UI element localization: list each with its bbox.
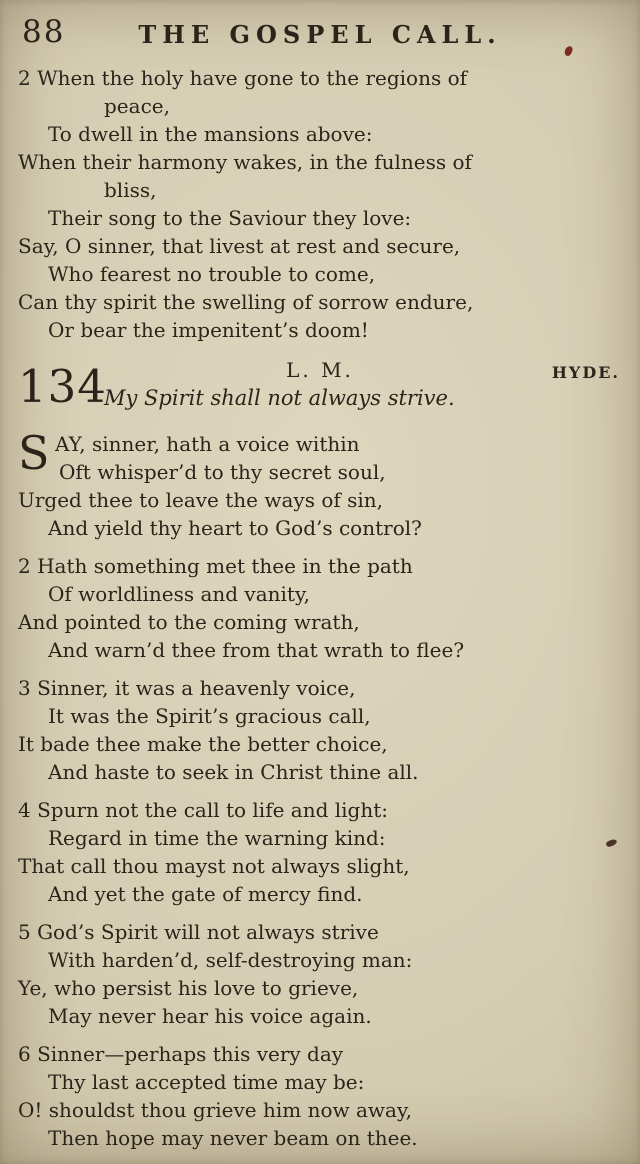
stanza [18,674,622,786]
running-title: THE GOSPEL CALL. [138,20,502,49]
verse-line: Ye, who persist his love to grieve, [18,976,359,1000]
drop-cap: S [18,426,50,480]
stanza [18,918,622,1030]
verse-line: peace, [104,94,170,118]
hymn-heading [18,356,622,426]
verse-line: That call thou mayst not always slight, [18,854,410,878]
verse-line: 2 When the holy have gone to the regions of [18,66,468,90]
verse-line: With harden’d, self-destroying man: [48,948,413,972]
verse-line: 4 Spurn not the call to life and light: [18,798,389,822]
stanza [18,426,622,542]
verse-line: And haste to seek in Christ thine all. [48,760,419,784]
verse-line: Or bear the impenitent’s doom! [48,318,369,342]
verse-line: Of worldliness and vanity, [48,582,310,606]
verse-line: Say, O sinner, that livest at rest and secure, [18,234,461,258]
page-header [18,12,622,58]
verse-line: 3 Sinner, it was a heavenly voice, [18,676,356,700]
stanza [18,1040,622,1152]
verse-line: Urged thee to leave the ways of sin, [18,488,384,512]
verse-line: May never hear his voice again. [48,1004,372,1028]
verse-line: To dwell in the mansions above: [48,122,373,146]
verse-line: And warn’d thee from that wrath to flee? [48,638,465,662]
stanza [18,796,622,908]
verse-line: And yield thy heart to God’s control? [48,516,422,540]
verse-line: O! shouldst thou grieve him now away, [18,1098,412,1122]
hymn-number: 134 [18,360,107,413]
hymn-subtitle: My Spirit shall not always strive. [104,386,455,410]
verse-line: It was the Spirit’s gracious call, [48,704,371,728]
hymn-stanzas [18,426,622,1152]
verse-line: Thy last accepted time may be: [48,1070,365,1094]
verse-line: And pointed to the coming wrath, [18,610,360,634]
verse-line: Can thy spirit the swelling of sorrow endure, [18,290,474,314]
verse-line: Oft whisper’d to thy secret soul, [59,460,386,484]
verse-line: Then hope may never beam on thee. [48,1126,418,1150]
verse-line: bliss, [104,178,157,202]
verse-line: 2 Hath something met thee in the path [18,554,413,578]
stanza [18,552,622,664]
hymn-continuation [18,64,622,344]
verse-line: And yet the gate of mercy find. [48,882,363,906]
hymn-meter: L. M. [286,358,354,382]
verse-line: Their song to the Saviour they love: [48,206,412,230]
verse-line: AY, sinner, hath a voice within [55,432,360,456]
verse-line: Regard in time the warning kind: [48,826,386,850]
verse-line: 5 God’s Spirit will not always strive [18,920,379,944]
verse-line: Who fearest no trouble to come, [48,262,376,286]
verse-line: When their harmony wakes, in the fulness of [18,150,472,174]
verse-line: It bade thee make the better choice, [18,732,388,756]
page-number: 88 [22,14,66,50]
hymn-composer: HYDE. [551,363,620,382]
verse-line: 6 Sinner—perhaps this very day [18,1042,344,1066]
